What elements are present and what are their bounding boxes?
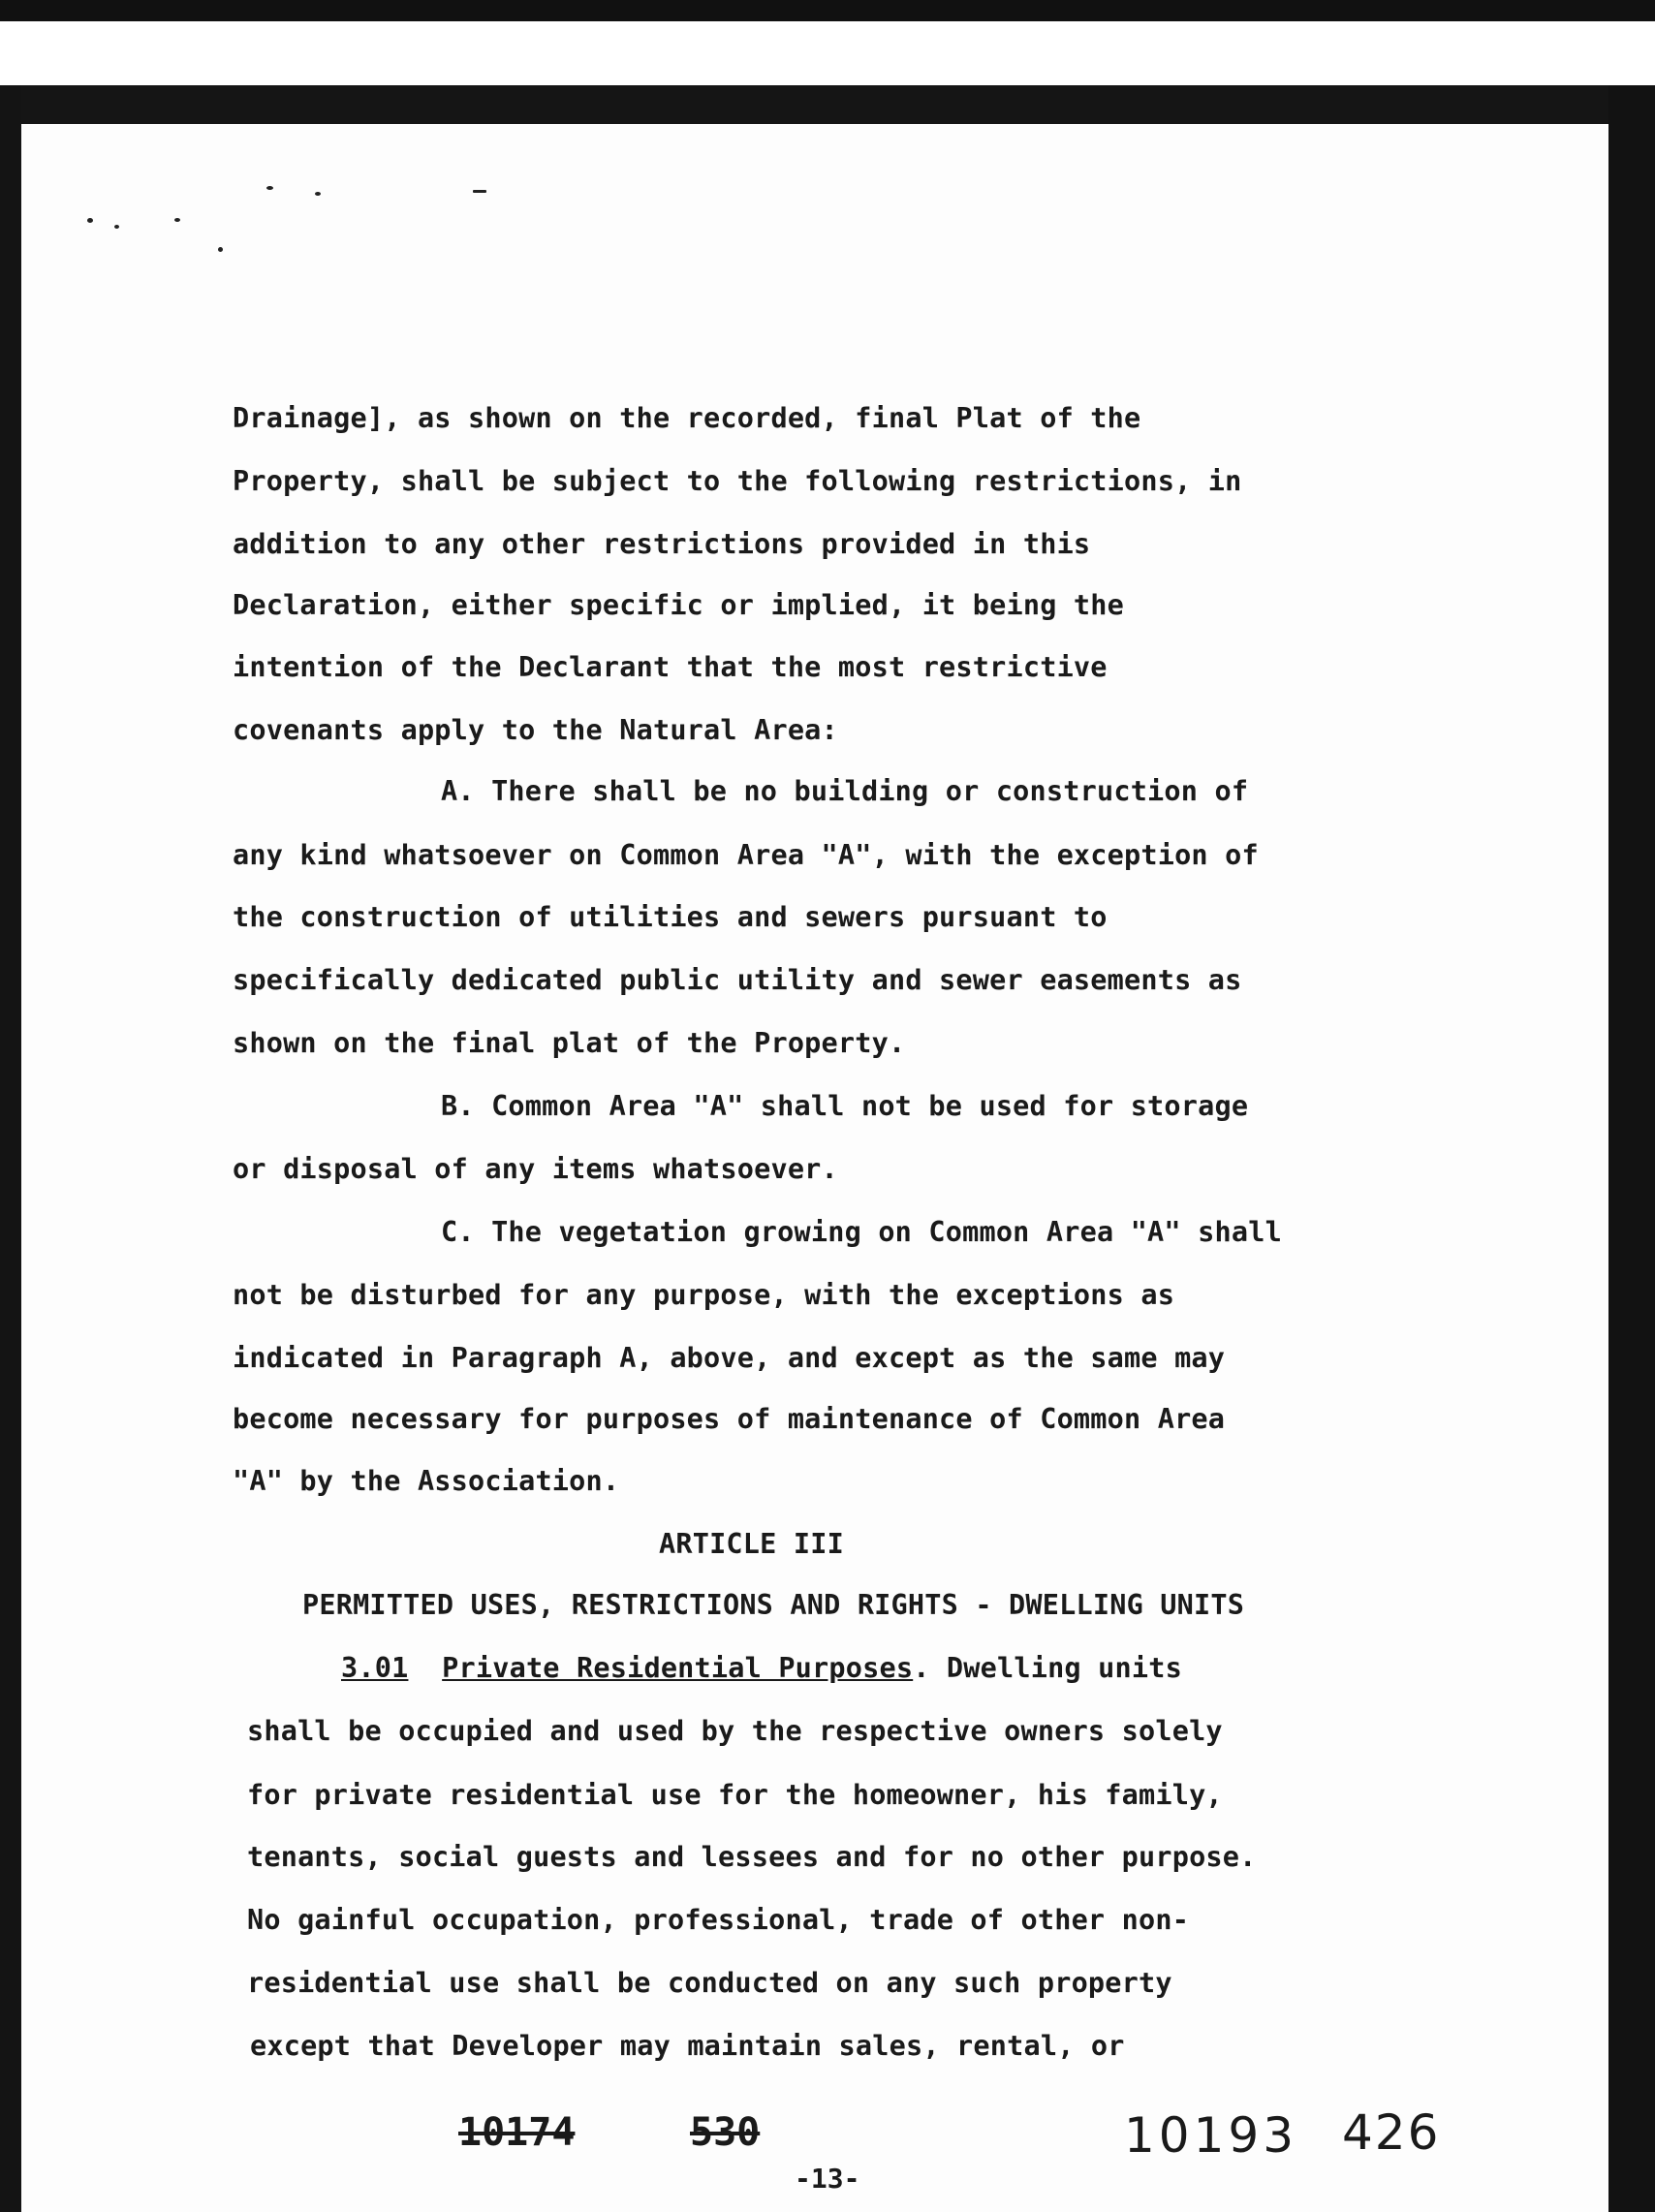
section-title: Private Residential Purposes — [442, 1652, 914, 1684]
page-number: -13- — [795, 2163, 860, 2195]
item-c-line: "A" by the Association. — [233, 1465, 620, 1497]
book-page-number: 426 — [1342, 2104, 1441, 2161]
item-a-line: shown on the final plat of the Property. — [233, 1027, 906, 1059]
article-title: PERMITTED USES, RESTRICTIONS AND RIGHTS - DWELLING UNITS — [302, 1589, 1245, 1621]
section-line: No gainful occupation, professional, trade of other non- — [247, 1904, 1190, 1936]
item-c-line: indicated in Paragraph A, above, and except as the same may — [233, 1342, 1226, 1374]
item-a-line: specifically dedicated public utility and sewer easements as — [233, 964, 1242, 996]
article-heading: ARTICLE III — [659, 1528, 844, 1560]
text-line: addition to any other restrictions provided in this — [233, 528, 1091, 560]
book-number: 10193 — [1124, 2107, 1298, 2164]
scan-speck — [266, 186, 273, 190]
section-heading-line — [341, 1652, 1182, 1684]
scan-speck — [87, 218, 93, 223]
scan-border-band — [0, 85, 1655, 124]
section-line: residential use shall be conducted on any such property — [247, 1967, 1172, 1999]
item-a-line: the construction of utilities and sewers pursuant to — [233, 901, 1108, 933]
item-c-line: C. The vegetation growing on Common Area "A" shall — [441, 1216, 1282, 1248]
item-b-line: or disposal of any items whatsoever. — [233, 1153, 838, 1185]
text-line: Property, shall be subject to the following restrictions, in — [233, 465, 1242, 497]
scan-border-top — [0, 0, 1655, 21]
item-b-line: B. Common Area "A" shall not be used for storage — [441, 1090, 1249, 1122]
scan-speck — [473, 190, 486, 193]
scan-speck — [174, 218, 180, 222]
section-line: for private residential use for the homeowner, his family, — [247, 1779, 1223, 1811]
item-a-line: any kind whatsoever on Common Area "A", with the exception of — [233, 839, 1259, 871]
scan-speck — [114, 225, 119, 229]
section-line: shall be occupied and used by the respective owners solely — [247, 1715, 1223, 1747]
text-line: Drainage], as shown on the recorded, final Plat of the — [233, 402, 1141, 434]
scan-border-left — [0, 85, 21, 2212]
section-first-line-tail: . Dwelling units — [913, 1652, 1182, 1684]
scan-border-right — [1608, 85, 1655, 2212]
item-a-line: A. There shall be no building or construction of — [441, 775, 1249, 807]
item-c-line: become necessary for purposes of maintenance of Common Area — [233, 1403, 1226, 1435]
text-line: intention of the Declarant that the most restrictive — [233, 651, 1108, 683]
text-line: Declaration, either specific or implied, it being the — [233, 589, 1124, 621]
struck-book-number: 10174 — [458, 2110, 576, 2155]
struck-page-number: 530 — [690, 2110, 761, 2155]
scan-speck — [315, 192, 321, 196]
text-line: covenants apply to the Natural Area: — [233, 714, 838, 746]
section-line: except that Developer may maintain sales, rental, or — [250, 2030, 1125, 2062]
item-c-line: not be disturbed for any purpose, with the exceptions as — [233, 1279, 1175, 1311]
scan-speck — [218, 247, 223, 252]
section-number: 3.01 — [341, 1652, 409, 1684]
section-line: tenants, social guests and lessees and for no other purpose. — [247, 1841, 1257, 1873]
